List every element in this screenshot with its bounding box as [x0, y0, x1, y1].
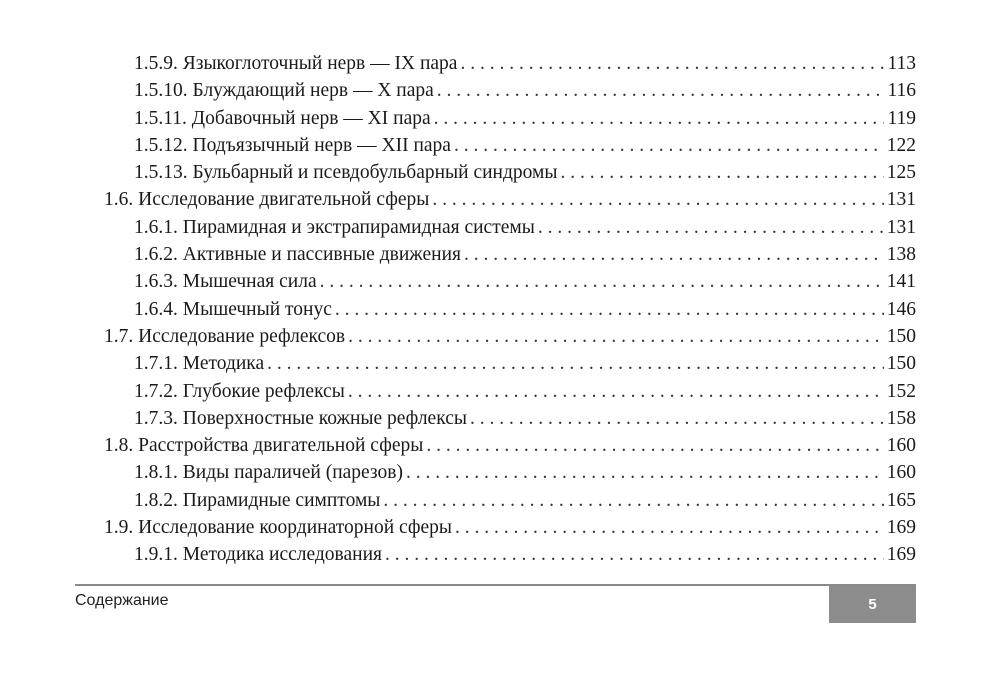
toc-leader-dots [348, 378, 884, 405]
toc-entry[interactable] [104, 350, 916, 377]
toc-section-title: 1.7. Исследование рефлексов [104, 325, 346, 347]
toc-entry-page: 165 [886, 489, 916, 511]
toc-entry-page: 141 [886, 271, 916, 293]
toc-section-title: 1.8. Расстройства двигательной сферы [104, 435, 424, 457]
toc-section[interactable] [104, 323, 916, 350]
toc-entry[interactable] [104, 541, 916, 568]
toc-entry-page: 125 [886, 162, 916, 184]
toc-section-title: 1.6. Исследование двигательной сферы [104, 189, 430, 211]
footer-page-number-box [829, 586, 916, 623]
toc-entry-page: 138 [886, 244, 916, 266]
toc-entry-page: 152 [886, 380, 916, 402]
toc-leader-dots [455, 514, 884, 541]
toc-entry-page: 160 [886, 462, 916, 484]
toc-leader-dots [460, 50, 884, 77]
toc-entry-title: 1.5.11. Добавочный нерв — XI пара [134, 107, 431, 129]
toc-entry[interactable] [104, 159, 916, 186]
toc-entry-title: 1.8.1. Виды параличей (парезов) [134, 462, 403, 484]
toc-entry-page: 150 [886, 353, 916, 375]
toc-leader-dots [432, 186, 883, 213]
toc-entry-title: 1.5.10. Блуждающий нерв — X пара [134, 80, 434, 102]
toc-entry-page: 158 [886, 407, 916, 429]
toc-entry-title: 1.7.3. Поверхностные кожные рефлексы [134, 407, 467, 429]
toc-entry[interactable] [104, 296, 916, 323]
toc-entry-title: 1.6.1. Пирамидная и экстрапирамидная системы [134, 216, 535, 238]
toc-section-page: 131 [886, 189, 916, 211]
toc-leader-dots [267, 350, 884, 377]
toc-leader-dots [560, 159, 883, 186]
toc-leader-dots [383, 487, 883, 514]
toc-section-page: 169 [886, 517, 916, 539]
toc-entry-title: 1.6.3. Мышечная сила [134, 271, 317, 293]
toc-section[interactable] [104, 514, 916, 541]
toc-entry-title: 1.9.1. Методика исследования [134, 544, 382, 566]
toc-leader-dots [464, 241, 884, 268]
toc-section[interactable] [104, 186, 916, 213]
toc-leader-dots [434, 105, 885, 132]
toc-entry[interactable] [104, 105, 916, 132]
toc-leader-dots [470, 405, 884, 432]
toc-entry[interactable] [104, 241, 916, 268]
toc-leader-dots [454, 132, 884, 159]
toc-entry[interactable] [104, 77, 916, 104]
toc-section-page: 160 [886, 435, 916, 457]
toc-entry[interactable] [104, 50, 916, 77]
toc-entry-title: 1.5.13. Бульбарный и псевдобульбарный синдромы [134, 162, 558, 184]
toc-entry-title: 1.7.1. Методика [134, 353, 265, 375]
toc-entry[interactable] [104, 268, 916, 295]
table-of-contents [104, 50, 916, 569]
toc-entry-title: 1.5.12. Подъязычный нерв — XII пара [134, 134, 451, 156]
toc-entry[interactable] [104, 459, 916, 486]
toc-entry-page: 169 [886, 544, 916, 566]
toc-entry[interactable] [104, 405, 916, 432]
toc-entry-page: 119 [887, 107, 916, 129]
footer-section-label: Содержание [75, 592, 169, 609]
toc-entry[interactable] [104, 132, 916, 159]
toc-entry-title: 1.5.9. Языкоглоточный нерв — IX пара [134, 53, 458, 74]
toc-section-page: 150 [886, 325, 916, 347]
toc-entry[interactable] [104, 487, 916, 514]
footer-divider [75, 584, 916, 586]
toc-section-title: 1.9. Исследование координаторной сферы [104, 517, 453, 539]
toc-entry-page: 113 [887, 53, 916, 74]
toc-leader-dots [538, 214, 884, 241]
toc-entry-title: 1.8.2. Пирамидные симптомы [134, 489, 381, 511]
toc-leader-dots [437, 77, 885, 104]
toc-leader-dots [335, 296, 884, 323]
toc-entry-page: 122 [886, 134, 916, 156]
toc-entry-page: 146 [886, 298, 916, 320]
toc-leader-dots [348, 323, 884, 350]
toc-entry-title: 1.7.2. Глубокие рефлексы [134, 380, 345, 402]
toc-entry-page: 131 [886, 216, 916, 238]
toc-entry-title: 1.6.4. Мышечный тонус [134, 298, 332, 320]
toc-leader-dots [320, 268, 884, 295]
toc-leader-dots [385, 541, 884, 568]
toc-entry-page: 116 [887, 80, 916, 102]
toc-leader-dots [426, 432, 883, 459]
toc-entry[interactable] [104, 378, 916, 405]
toc-entry-title: 1.6.2. Активные и пассивные движения [134, 244, 461, 266]
toc-section[interactable] [104, 432, 916, 459]
footer-page-number: 5 [868, 596, 877, 613]
toc-leader-dots [406, 459, 884, 486]
toc-entry[interactable] [104, 214, 916, 241]
